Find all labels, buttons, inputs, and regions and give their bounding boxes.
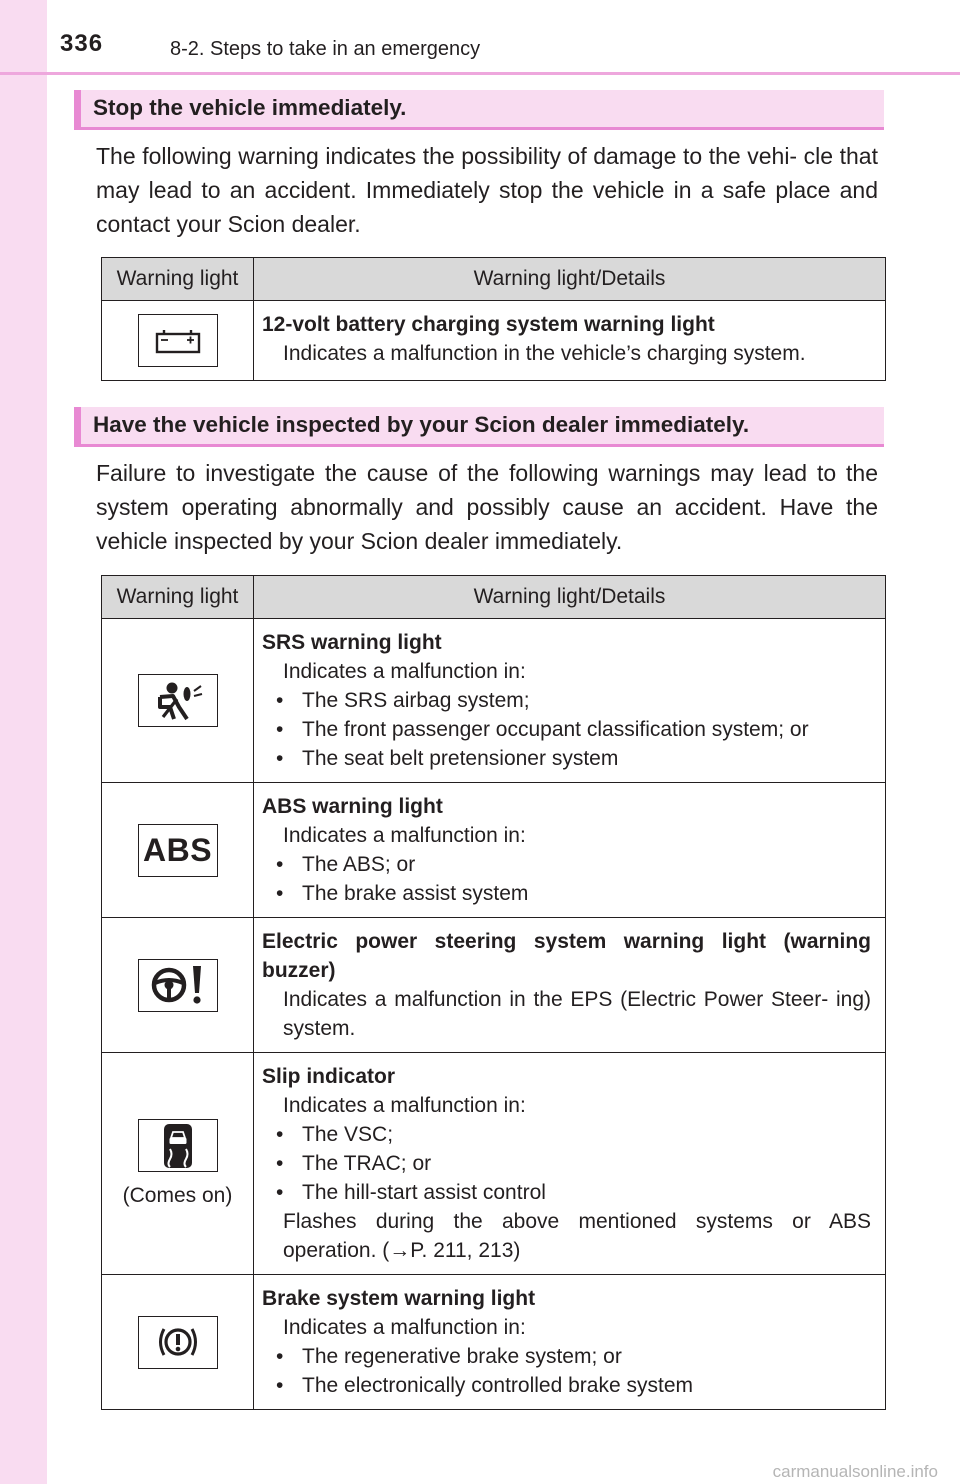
column-header-warning-light: Warning light: [102, 576, 254, 619]
table-row: [102, 1275, 886, 1410]
list-item: • The ABS; or: [276, 850, 885, 879]
list-item: • The VSC;: [276, 1120, 885, 1149]
srs-airbag-icon: [138, 674, 218, 727]
warning-description: Indicates a malfunction in:: [283, 1094, 526, 1117]
column-header-warning-light: Warning light: [102, 258, 254, 301]
warning-title: Electric power steering system warning light (warning buzzer): [262, 930, 871, 982]
warning-light-table: [101, 575, 886, 1410]
warning-title: Brake system warning light: [262, 1287, 536, 1310]
icon-cell: [102, 619, 254, 783]
section-heading-text: Have the vehicle inspected by your Scion dealer immediately.: [93, 412, 750, 437]
side-margin-bar: [0, 0, 47, 1484]
warning-title: SRS warning light: [262, 631, 442, 654]
list-item: • The front passenger occupant classification system; or: [276, 715, 885, 744]
detail-cell: [254, 619, 886, 783]
warning-description: Indicates a malfunction in the vehicle’s charging system.: [283, 342, 806, 365]
header-rule: [0, 72, 960, 75]
section-title: 8-2. Steps to take in an emergency: [170, 38, 481, 60]
detail-cell: [254, 1275, 886, 1410]
warning-title: 12-volt battery charging system warning light: [262, 313, 715, 336]
warning-light-table: [101, 257, 886, 381]
icon-cell: [102, 1275, 254, 1410]
table-row: [102, 301, 886, 381]
warning-description: Indicates a malfunction in:: [283, 660, 526, 683]
slip-indicator-icon: [138, 1119, 218, 1172]
list-item: • The TRAC; or: [276, 1149, 885, 1178]
abs-icon: [138, 824, 218, 877]
detail-cell: [254, 918, 886, 1053]
icon-cell: [102, 1053, 254, 1275]
column-header-details: Warning light/Details: [254, 258, 886, 301]
warning-title: ABS warning light: [262, 795, 443, 818]
icon-cell: [102, 783, 254, 918]
list-item: • The electronically controlled brake system: [276, 1371, 885, 1400]
table-header-row: [102, 576, 886, 619]
warning-description: Indicates a malfunction in the EPS (Electric Power Steer- ing) system.: [283, 988, 871, 1040]
list-item: • The hill-start assist control: [276, 1178, 885, 1207]
section-heading-inspect-vehicle: [74, 407, 884, 447]
table-row: [102, 783, 886, 918]
list-item: • The regenerative brake system; or: [276, 1342, 885, 1371]
table-row: [102, 1053, 886, 1275]
icon-caption: (Comes on): [122, 1184, 233, 1207]
warning-description: Indicates a malfunction in:: [283, 1316, 526, 1339]
column-header-details: Warning light/Details: [254, 576, 886, 619]
detail-cell: [254, 783, 886, 918]
warning-description: Indicates a malfunction in:: [283, 824, 526, 847]
brake-system-icon: [138, 1316, 218, 1369]
section-heading-text: Stop the vehicle immediately.: [93, 95, 407, 120]
icon-cell: [102, 301, 254, 381]
section-intro-paragraph: The following warning indicates the possibility of damage to the vehi- cle that may lead to an accident. Immediately stop the vehicle in a safe place and contact your Scion dealer.: [96, 143, 878, 237]
table-header-row: [102, 258, 886, 301]
power-steering-icon: [138, 959, 218, 1012]
section-intro-paragraph: Failure to investigate the cause of the following warnings may lead to the system operating abnormally and possibly cause an accident. Have the vehicle inspected by your Scion dealer immediately.: [96, 460, 878, 554]
warning-note: Flashes during the above mentioned systems or ABS operation. (→P. 211, 213): [283, 1210, 871, 1262]
detail-cell: [254, 301, 886, 381]
icon-cell: [102, 918, 254, 1053]
detail-cell: [254, 1053, 886, 1275]
battery-icon: [138, 314, 218, 367]
footer-watermark: carmanualsonline.info: [772, 1462, 938, 1481]
section-heading-stop-vehicle: [74, 90, 884, 130]
list-item: • The brake assist system: [276, 879, 885, 908]
table-row: [102, 918, 886, 1053]
list-item: • The SRS airbag system;: [276, 686, 885, 715]
list-item: • The seat belt pretensioner system: [276, 744, 885, 773]
warning-title: Slip indicator: [262, 1065, 396, 1088]
table-row: [102, 619, 886, 783]
page-number: 336: [60, 30, 104, 57]
abs-icon-text: ABS: [142, 831, 213, 868]
